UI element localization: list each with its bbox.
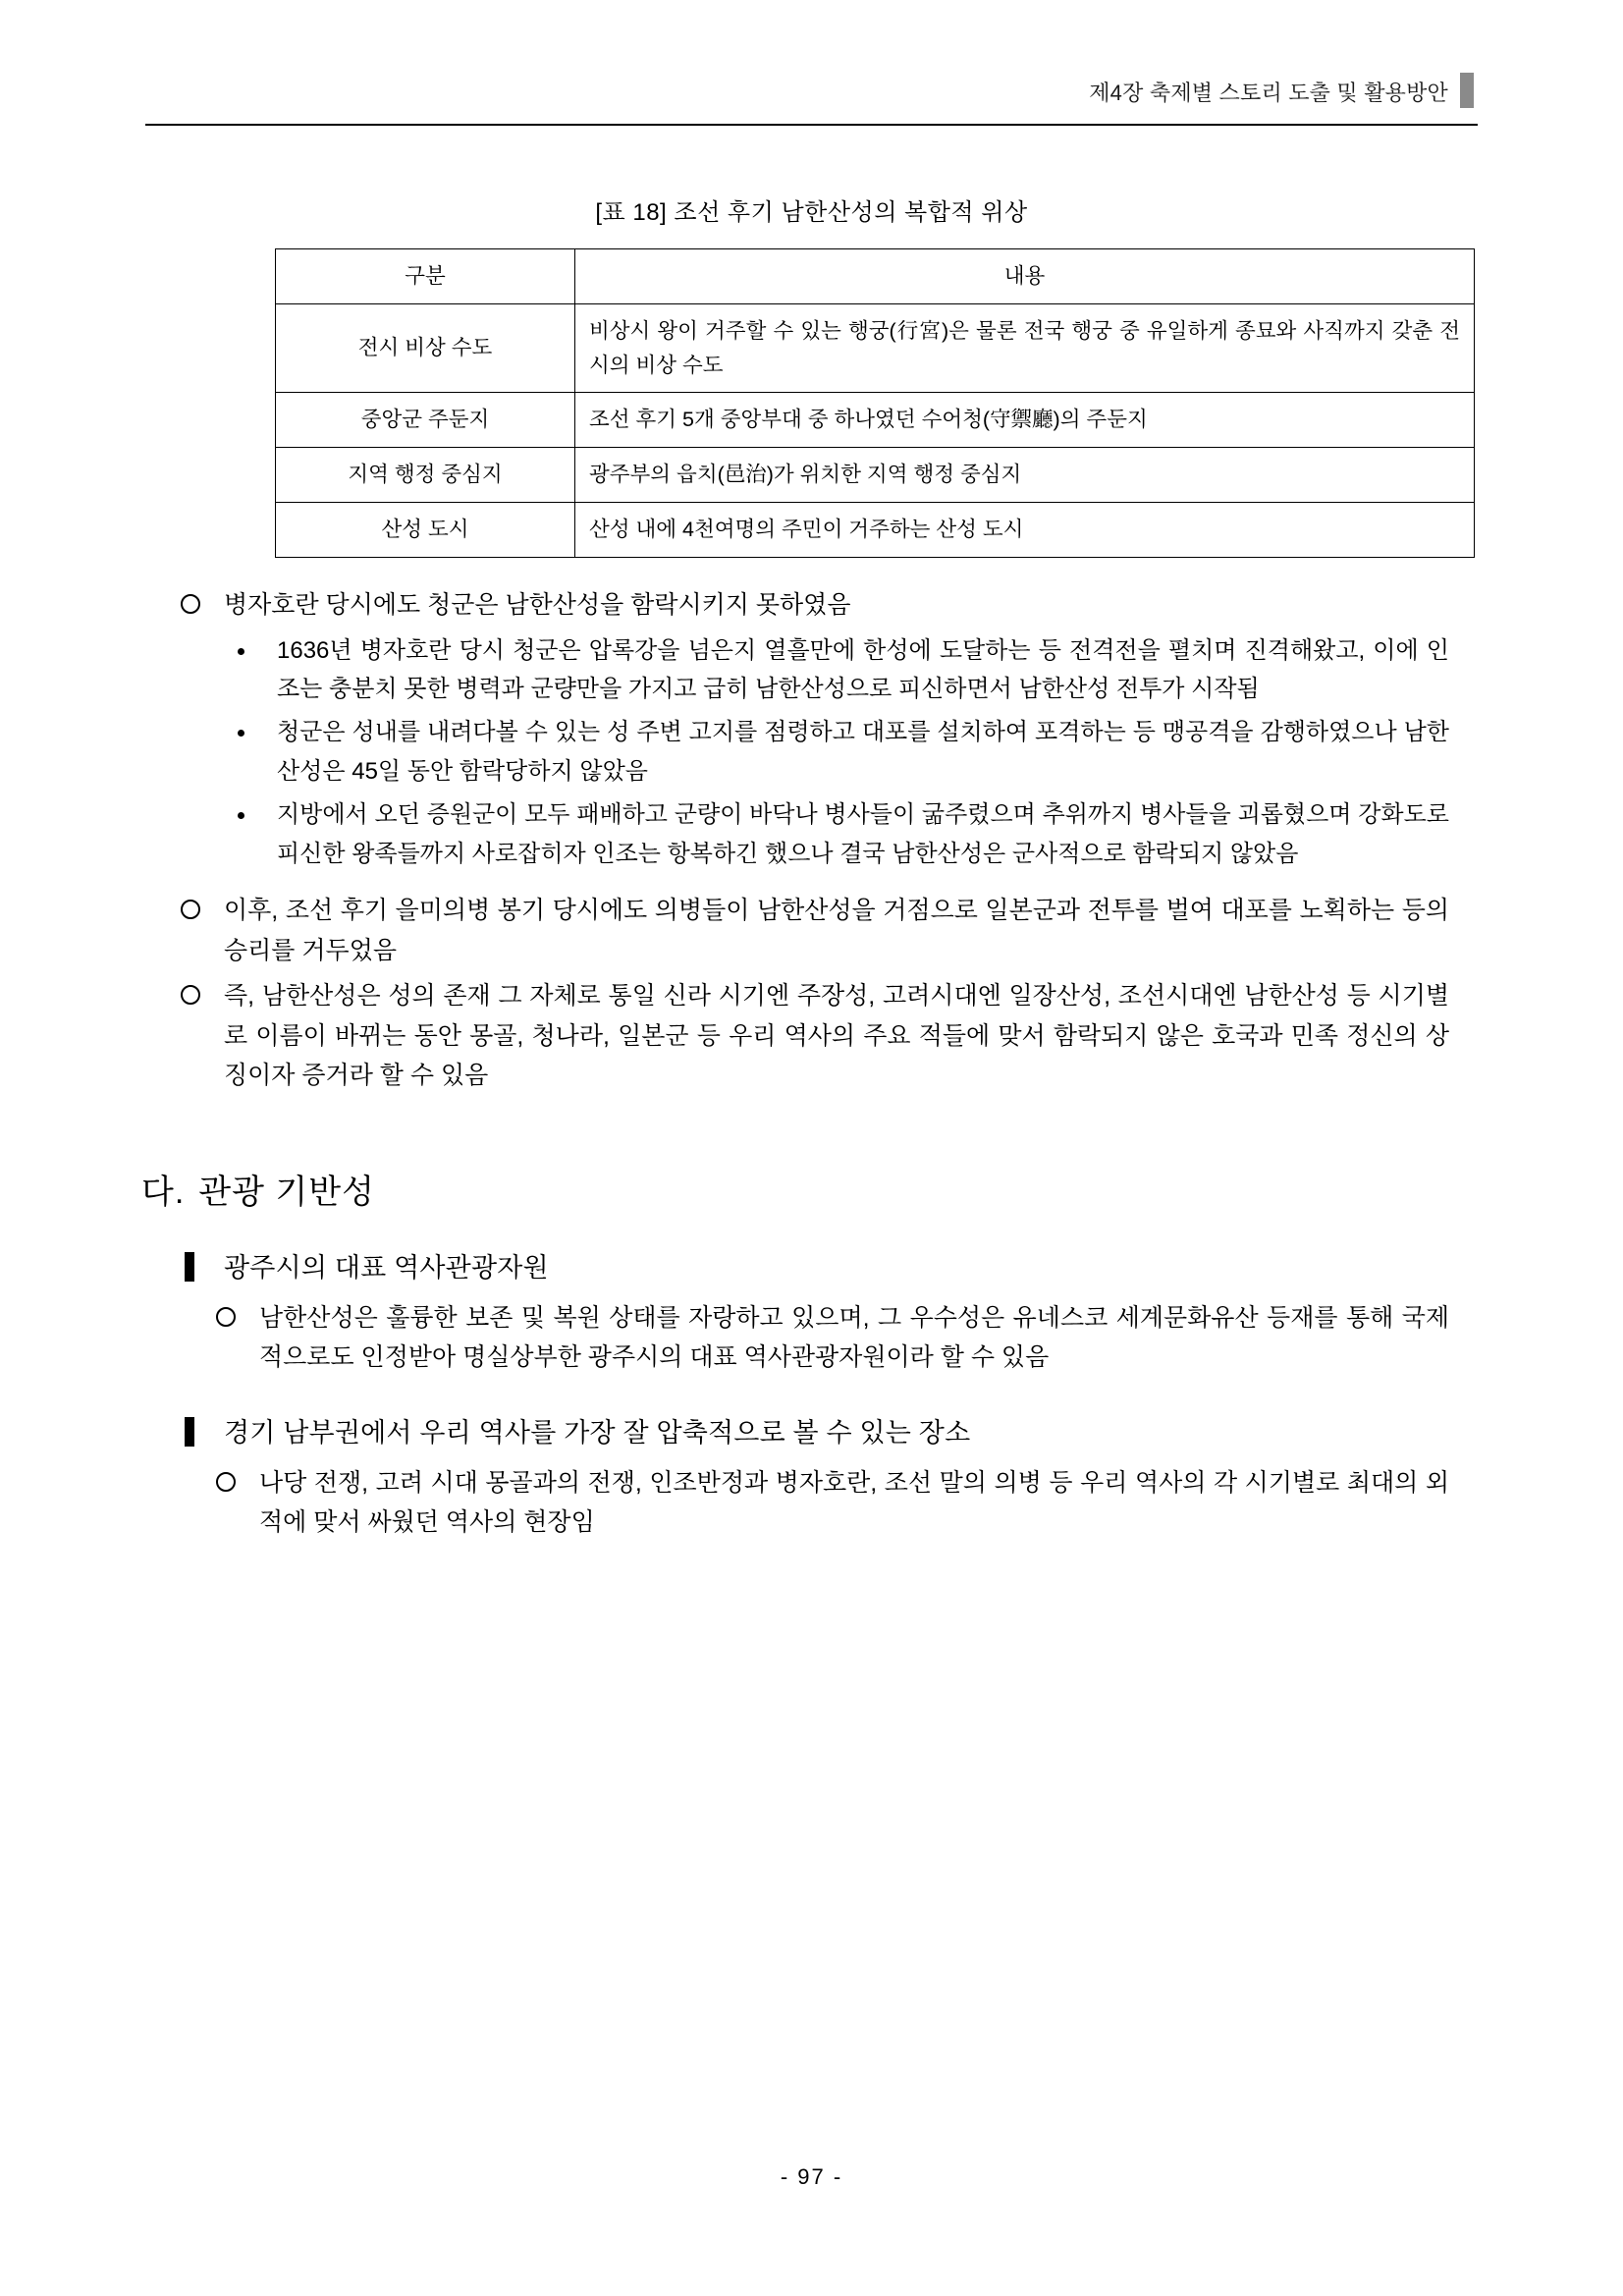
- page-header: [0, 77, 1623, 136]
- table-cell-label: 중앙군 주둔지: [276, 393, 575, 448]
- bullet-text: 이후, 조선 후기 을미의병 봉기 당시에도 의병들이 남한산성을 거점으로 일본군과 전투를 벌여 대포를 노획하는 등의 승리를 거두었음: [224, 897, 1449, 964]
- body-content: [141, 585, 1449, 1549]
- section-title: 관광 기반성: [198, 1173, 375, 1211]
- circle-bullet-icon: [216, 1307, 236, 1327]
- bullet-item-level2: [173, 631, 1449, 710]
- table-header-row: [276, 249, 1475, 304]
- table-caption: [표 18] 조선 후기 남한산성의 복합적 위상: [595, 199, 1028, 226]
- bullet-item-level1: [173, 1463, 1449, 1543]
- table-header-cell-0: 구분: [276, 249, 575, 304]
- square-bullet-icon: [185, 1417, 194, 1447]
- bullet-text: 병자호란 당시에도 청군은 남한산성을 함락시키지 못하였음: [224, 591, 851, 619]
- table-cell-content: 비상시 왕이 거주할 수 있는 행궁(行宮)은 물론 전국 행궁 중 유일하게 종묘와 사직까지 갖춘 전시의 비상 수도: [575, 303, 1475, 393]
- bullet-item-level2: [173, 795, 1449, 874]
- bullet-text: 남한산성은 훌륭한 보존 및 복원 상태를 자랑하고 있으며, 그 우수성은 유네스코 세계문화유산 등재를 통해 국제적으로도 인정받아 명실상부한 광주시의 대표 역사관광자원이라 할 수 있음: [259, 1303, 1449, 1372]
- table-cell-content: 광주부의 읍치(邑治)가 위치한 지역 행정 중심지: [575, 448, 1475, 503]
- circle-bullet-icon: [181, 985, 200, 1005]
- table-cell-content: 조선 후기 5개 중앙부대 중 하나였던 수어청(守禦廳)의 주둔지: [575, 393, 1475, 448]
- circle-bullet-icon: [181, 900, 200, 919]
- table-header-cell-1: 내용: [575, 249, 1475, 304]
- subsection-heading: [173, 1411, 1449, 1449]
- chapter-title: 제4장 축제별 스토리 도출 및 활용방안: [1089, 81, 1448, 105]
- bullet-item-level1: [173, 585, 1449, 626]
- subsection-heading: [173, 1246, 1449, 1285]
- spacer: [173, 877, 1449, 891]
- table-cell-label: 전시 비상 수도: [276, 303, 575, 393]
- status-table: [275, 248, 1475, 558]
- table-row: [276, 393, 1475, 448]
- bullet-text: 1636년 병자호란 당시 청군은 압록강을 넘은지 열흘만에 한성에 도달하는 등 전격전을 펼치며 진격해왔고, 이에 인조는 충분치 못한 병력과 군량만을 가지고 급히 남한산성으로 피신하면서 남한산성 전투가 시작됨: [277, 636, 1449, 703]
- table-cell-content: 산성 내에 4천여명의 주민이 거주하는 산성 도시: [575, 503, 1475, 558]
- header-divider: [145, 124, 1478, 126]
- section-heading: [141, 1165, 1449, 1213]
- bullet-item-level2: [173, 713, 1449, 792]
- subsection-heading-text: 광주시의 대표 역사관광자원: [224, 1252, 549, 1283]
- table-row: [276, 448, 1475, 503]
- bullet-item-level1: [173, 976, 1449, 1096]
- table-cell-label: 지역 행정 중심지: [276, 448, 575, 503]
- subsection-heading-text: 경기 남부권에서 우리 역사를 가장 잘 압축적으로 볼 수 있는 장소: [224, 1417, 971, 1448]
- bullet-item-level1: [173, 891, 1449, 970]
- bullet-text: 나당 전쟁, 고려 시대 몽골과의 전쟁, 인조반정과 병자호란, 조선 말의 의병 등 우리 역사의 각 시기별로 최대의 외적에 맞서 싸웠던 역사의 현장임: [259, 1468, 1449, 1537]
- circle-bullet-icon: [181, 594, 200, 614]
- square-bullet-icon: [185, 1252, 194, 1282]
- dot-bullet-icon: [238, 648, 244, 655]
- section-number: 다.: [141, 1173, 186, 1211]
- circle-bullet-icon: [216, 1472, 236, 1492]
- bullet-item-level1: [173, 1298, 1449, 1378]
- page-footer: - 97 -: [780, 2164, 843, 2189]
- table-cell-label: 산성 도시: [276, 503, 575, 558]
- bullet-text: 즉, 남한산성은 성의 존재 그 자체로 통일 신라 시기엔 주장성, 고려시대엔 일장산성, 조선시대엔 남한산성 등 시기별로 이름이 바뀌는 동안 몽골, 청나라, 일본군 등 우리 역사의 주요 적들에 맞서 함락되지 않은 호국과 민족 정신의 상징이자 증거라 할 수 있음: [224, 982, 1449, 1090]
- dot-bullet-icon: [238, 730, 244, 737]
- bullet-text: 청군은 성내를 내려다볼 수 있는 성 주변 고지를 점령하고 대포를 설치하여 포격하는 등 맹공격을 감행하였으나 남한산성은 45일 동안 함락당하지 않았음: [277, 719, 1449, 785]
- table-row: [276, 503, 1475, 558]
- header-marker-block: [1460, 73, 1474, 108]
- bullet-text: 지방에서 오던 증원군이 모두 패배하고 군량이 바닥나 병사들이 굶주렸으며 추위까지 병사들을 괴롭혔으며 강화도로 피신한 왕족들까지 사로잡히자 인조는 항복하긴 했으나 결국 남한산성은 군사적으로 함락되지 않았음: [277, 800, 1449, 867]
- dot-bullet-icon: [238, 812, 244, 819]
- table-row: [276, 303, 1475, 393]
